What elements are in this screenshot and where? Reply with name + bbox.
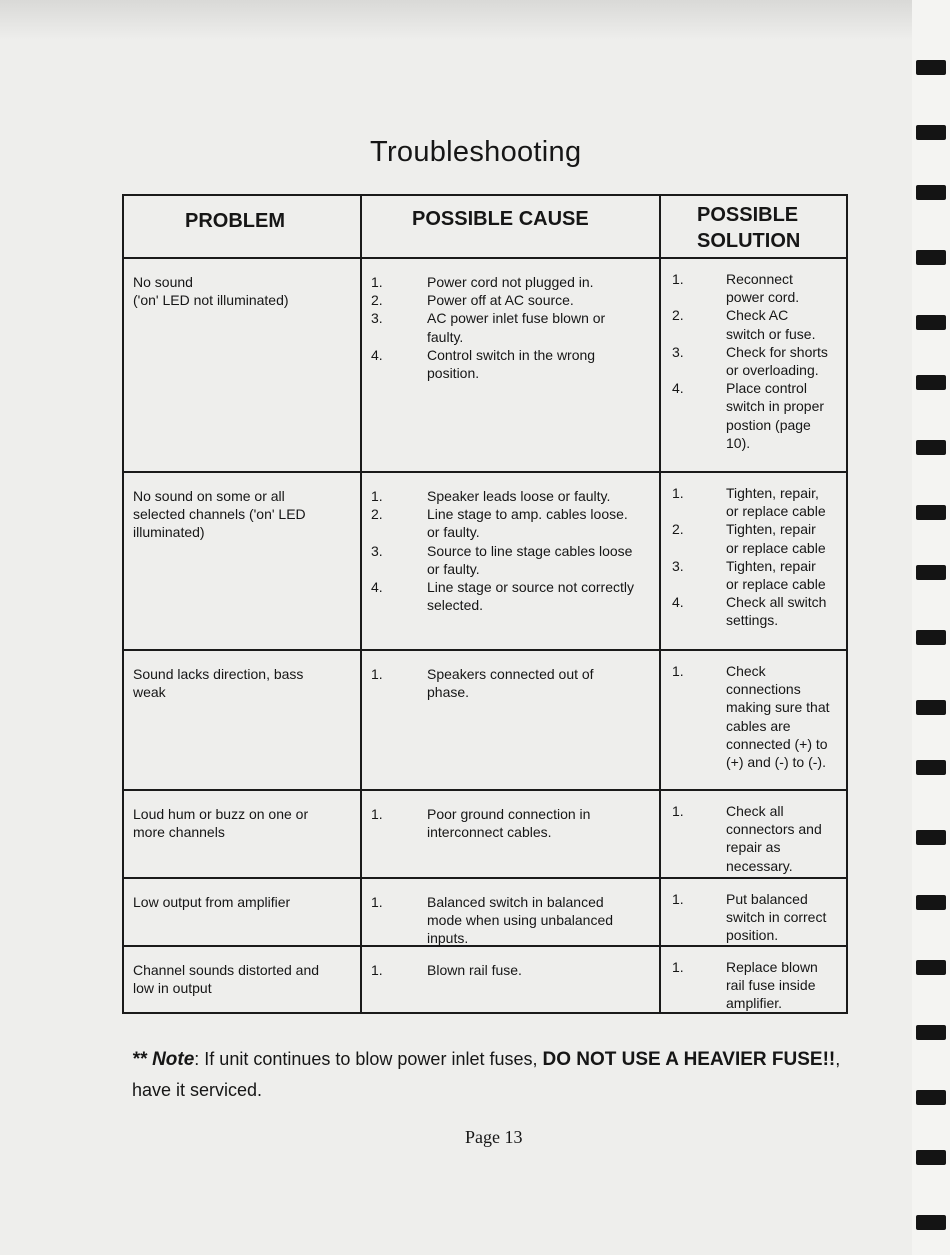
problem-text: low in output (133, 980, 212, 997)
cause-text: Line stage or source not correctly (427, 579, 634, 595)
binding-hole (916, 185, 946, 200)
solution-text: or replace cable (726, 503, 826, 520)
cause-number: 4. (371, 346, 383, 363)
solution-number: 2. (672, 521, 684, 538)
solution-text: settings. (726, 612, 779, 629)
cause-text: Poor ground connection in (427, 806, 591, 822)
cause-text: or faulty. (427, 524, 480, 541)
problem-text: Low output from amplifier (133, 894, 291, 910)
header-possible-solution-line1: POSSIBLE (697, 204, 799, 226)
cause-text: selected. (427, 597, 484, 614)
binding-hole (916, 505, 946, 520)
cause-number: 3. (371, 310, 383, 327)
binding-hole (916, 1025, 946, 1040)
binding-hole (916, 830, 946, 845)
binding-hole (916, 315, 946, 330)
column-divider (360, 194, 362, 1014)
solution-text: connectors and (726, 821, 822, 838)
solution-text: cables are (726, 717, 791, 734)
cause-text: Speaker leads loose or faulty. (427, 488, 611, 504)
solution-text: 10). (726, 434, 751, 451)
cause-text: Blown rail fuse. (427, 962, 522, 978)
cause-text: Speakers connected out of (427, 666, 594, 682)
row-divider (122, 649, 848, 651)
solution-text: connections (726, 681, 801, 698)
binding-hole (916, 1215, 946, 1230)
solution-number: 1. (672, 959, 684, 975)
binding-hole (916, 960, 946, 975)
cause-number: 2. (371, 506, 383, 523)
solution-text: Check all (726, 803, 784, 819)
solution-number: 2. (672, 307, 684, 324)
binding-hole (916, 895, 946, 910)
problem-text: Loud hum or buzz on one or (133, 806, 309, 822)
fuse-note (132, 1044, 852, 1106)
binding-hole (916, 125, 946, 140)
row-divider (122, 945, 848, 947)
note-warning: DO NOT USE A HEAVIER FUSE!! (542, 1049, 836, 1070)
solution-text: power cord. (726, 289, 800, 306)
note-text-2: , have it serviced. (132, 1049, 841, 1100)
cause-text: Power off at AC source. (427, 292, 574, 309)
column-divider (659, 194, 661, 1014)
solution-text: switch in proper (726, 398, 825, 415)
solution-text: rail fuse inside (726, 977, 816, 994)
solution-text: necessary. (726, 857, 793, 874)
cause-text: phase. (427, 684, 470, 701)
cause-text: position. (427, 365, 480, 381)
solution-text: Tighten, repair (726, 557, 816, 574)
binding-hole (916, 440, 946, 455)
cause-number: 3. (371, 542, 383, 559)
row-divider (122, 471, 848, 473)
solution-text: Reconnect (726, 271, 793, 287)
solution-text: or replace cable (726, 539, 826, 556)
solution-text: amplifier. (726, 995, 783, 1012)
solution-text: Tighten, repair (726, 521, 816, 538)
solution-text: Check for shorts (726, 343, 828, 360)
problem-text: ('on' LED not illuminated) (133, 292, 289, 309)
cause-number: 1. (371, 666, 383, 682)
solution-number: 1. (672, 485, 684, 501)
page-number: Page 13 (465, 1127, 523, 1147)
problem-text: No sound on some or all (133, 488, 285, 504)
binding-hole (916, 630, 946, 645)
solution-text: postion (page (726, 416, 811, 433)
solution-text: switch in correct (726, 909, 827, 926)
solution-number: 4. (672, 594, 684, 611)
cause-text: AC power inlet fuse blown or (427, 310, 606, 327)
cause-number: 1. (371, 488, 383, 504)
solution-text: Put balanced (726, 891, 808, 907)
cause-text: faulty. (427, 328, 464, 345)
binding-hole (916, 565, 946, 580)
solution-text: position. (726, 927, 779, 944)
binding-hole (916, 1090, 946, 1105)
cause-text: Control switch in the wrong (427, 346, 596, 363)
note-text-1: : If unit continues to blow power inlet fuses, (194, 1049, 543, 1069)
header-problem: PROBLEM (185, 210, 285, 232)
solution-number: 1. (672, 891, 684, 907)
problem-text: Sound lacks direction, bass (133, 666, 304, 682)
cause-text: interconnect cables. (427, 824, 552, 841)
row-divider (122, 257, 848, 259)
page-top-shadow (0, 0, 950, 40)
header-possible-solution-line2: SOLUTION (697, 230, 801, 252)
solution-text: Check (726, 663, 766, 679)
solution-text: connected (+) to (726, 735, 828, 752)
solution-text: Place control (726, 380, 807, 397)
solution-text: Check all switch (726, 594, 827, 611)
binding-hole (916, 1150, 946, 1165)
solution-text: switch or fuse. (726, 325, 816, 342)
row-divider (122, 789, 848, 791)
cause-text: inputs. (427, 930, 469, 947)
solution-number: 4. (672, 380, 684, 397)
solution-number: 1. (672, 663, 684, 679)
problem-text: selected channels ('on' LED (133, 506, 306, 523)
problem-text: No sound (133, 274, 193, 290)
note-lead: ** Note (132, 1049, 195, 1070)
solution-number: 1. (672, 803, 684, 819)
problem-text: weak (133, 684, 166, 701)
solution-number: 3. (672, 343, 684, 360)
cause-number: 2. (371, 292, 383, 309)
solution-text: or replace cable (726, 576, 826, 592)
cause-number: 4. (371, 579, 383, 595)
cause-text: Balanced switch in balanced (427, 894, 604, 910)
solution-text: or overloading. (726, 362, 819, 378)
binding-hole (916, 375, 946, 390)
binding-hole (916, 700, 946, 715)
binding-hole (916, 760, 946, 775)
cause-number: 1. (371, 806, 383, 822)
cause-number: 1. (371, 962, 383, 978)
solution-text: Replace blown (726, 959, 818, 975)
cause-text: Source to line stage cables loose (427, 542, 633, 559)
cause-number: 1. (371, 274, 383, 290)
cause-text: Power cord not plugged in. (427, 274, 594, 290)
problem-text: more channels (133, 824, 225, 841)
solution-text: (+) and (-) to (-). (726, 754, 826, 770)
problem-text: Channel sounds distorted and (133, 962, 320, 978)
solution-text: making sure that (726, 699, 830, 716)
solution-number: 3. (672, 557, 684, 574)
row-divider (122, 877, 848, 879)
cause-text: or faulty. (427, 560, 480, 577)
binding-hole (916, 250, 946, 265)
solution-text: repair as (726, 839, 781, 856)
cause-number: 1. (371, 894, 383, 910)
cause-text: mode when using unbalanced (427, 912, 614, 929)
problem-text: illuminated) (133, 524, 205, 541)
solution-text: Check AC (726, 307, 789, 324)
binding-hole (916, 60, 946, 75)
solution-text: Tighten, repair, (726, 485, 819, 501)
cause-text: Line stage to amp. cables loose. (427, 506, 628, 523)
page-title: Troubleshooting (370, 136, 582, 168)
header-possible-cause: POSSIBLE CAUSE (412, 208, 589, 230)
solution-number: 1. (672, 271, 684, 287)
